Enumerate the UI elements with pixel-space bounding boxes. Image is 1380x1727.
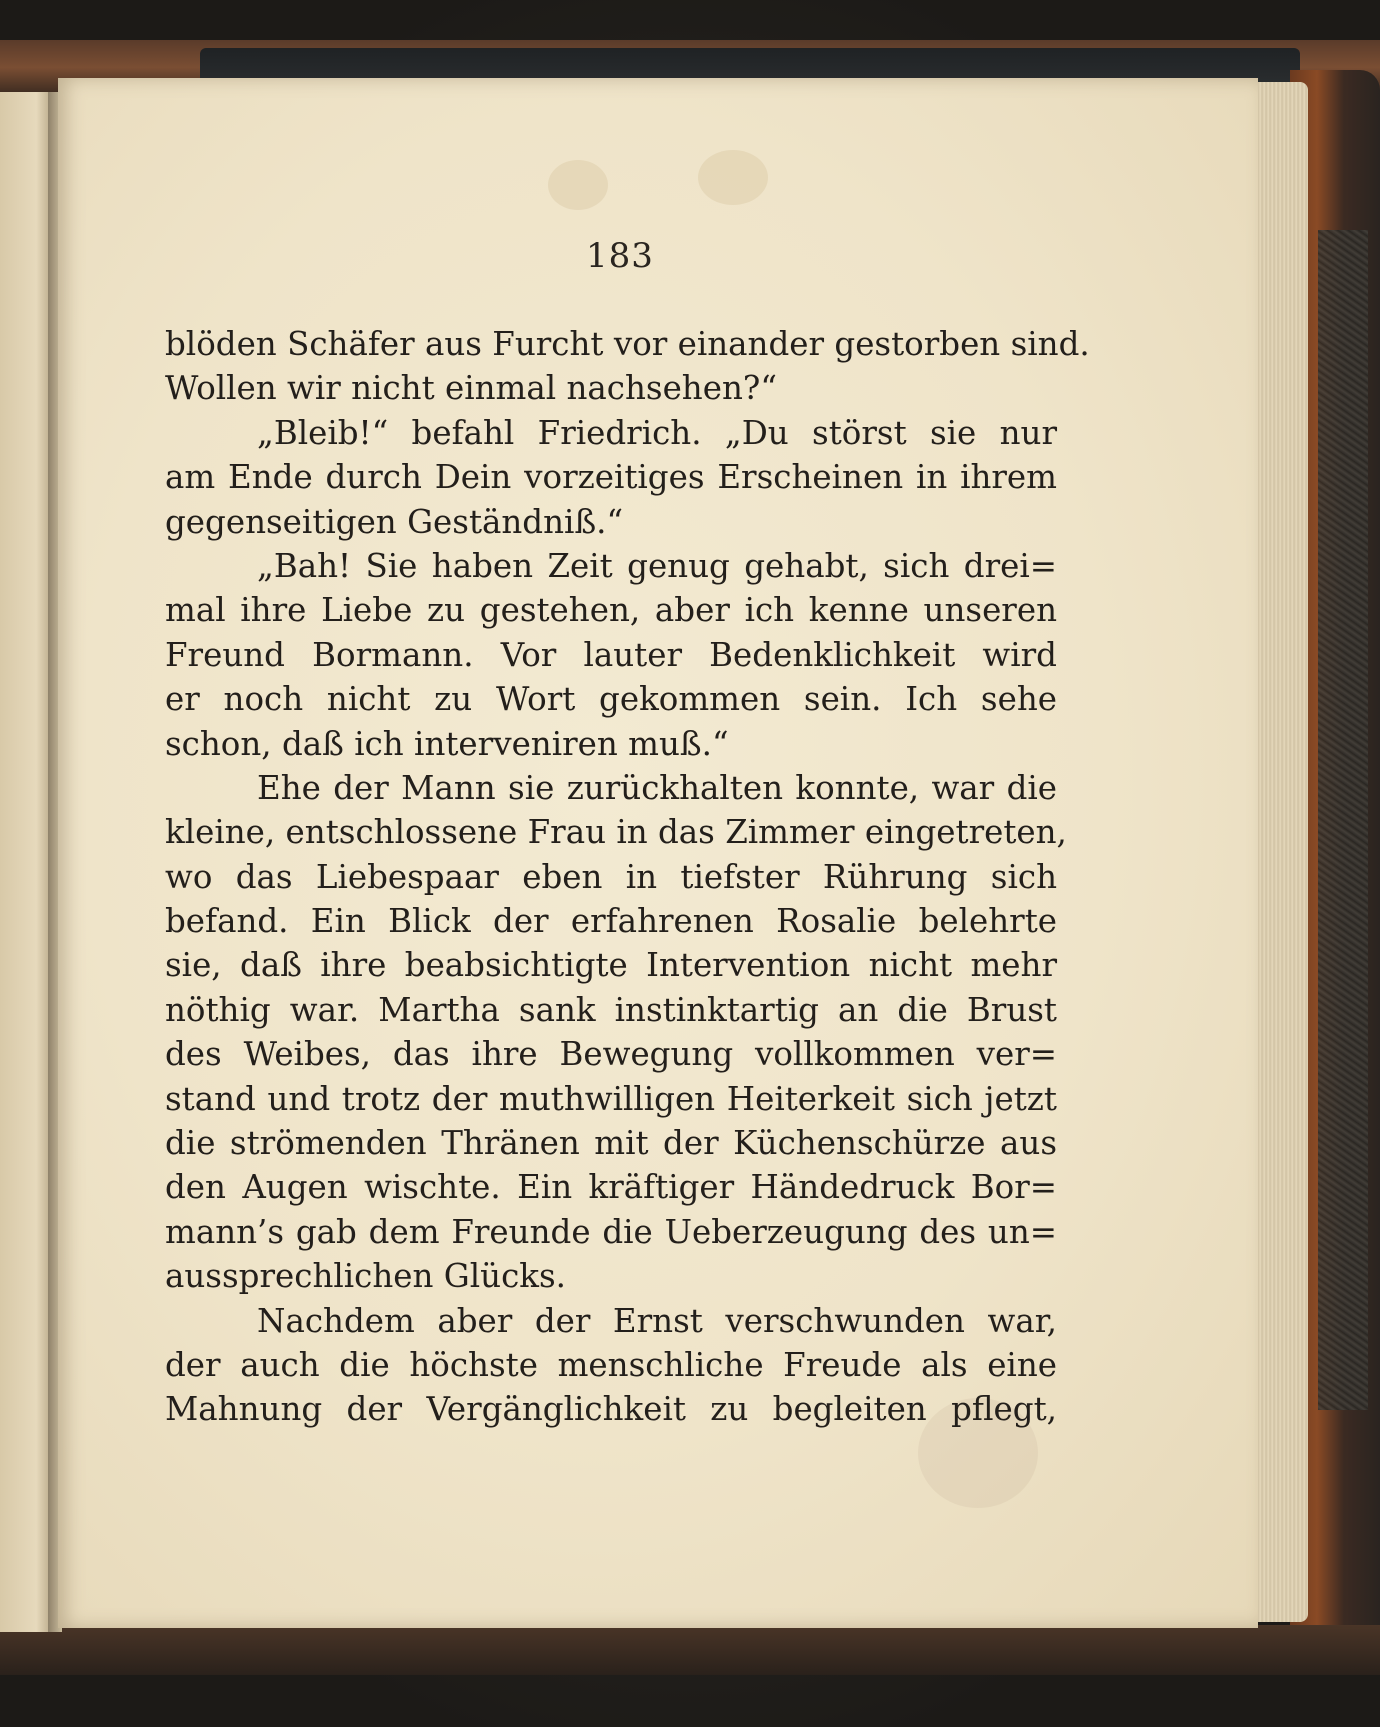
text-line: Wollen wir nicht einmal nachsehen?“ [165,369,777,408]
text-line: Freund Bormann. Vor lauter Bedenklichkeit wird [165,635,1057,674]
page-number: 183 [586,236,654,276]
text-line: kleine, entschlossene Frau in das Zimmer eingetreten, [165,813,1067,852]
text-line: des Weibes, das ihre Bewegung vollkommen ver= [165,1035,1057,1074]
paper-stain [698,150,768,205]
book-cover-bottom-edge [0,1625,1380,1675]
text-line: der auch die höchste menschliche Freude als eine [165,1345,1057,1384]
text-line: mal ihre Liebe zu gestehen, aber ich kenne unseren [165,591,1057,630]
text-line: gegenseitigen Geständniß.“ [165,502,624,541]
text-line: mann’s gab dem Freunde die Ueberzeugung des un= [165,1212,1057,1251]
marbled-cover-pattern [1318,230,1368,1410]
text-line: aussprechlichen Glücks. [165,1257,566,1296]
text-line: Nachdem aber der Ernst verschwunden war, [257,1301,1057,1340]
text-line: „Bah! Sie haben Zeit genug gehabt, sich drei= [257,546,1057,585]
text-line: er noch nicht zu Wort gekommen sein. Ich sehe [165,680,1057,719]
text-line: blöden Schäfer aus Furcht vor einander gestorben sind. [165,325,1090,363]
text-line: nöthig war. Martha sank instinktartig an die Brust [165,990,1057,1029]
text-line: stand und trotz der muthwilligen Heiterkeit sich jetzt [165,1079,1057,1118]
text-line: befand. Ein Blick der erfahrenen Rosalie belehrte [165,902,1057,941]
text-line: sie, daß ihre beabsichtigte Intervention nicht mehr [165,946,1057,985]
text-line: den Augen wischte. Ein kräftiger Händedruck Bor= [165,1168,1057,1207]
text-line: Mahnung der Vergänglichkeit zu begleiten pflegt, [165,1390,1057,1429]
paper-stain [548,160,608,210]
text-line: die strömenden Thränen mit der Küchenschürze aus [165,1124,1057,1163]
left-page-sliver [0,92,52,1632]
text-line: Ehe der Mann sie zurückhalten konnte, war die [257,768,1057,807]
text-line: schon, daß ich interveniren muß.“ [165,724,729,763]
text-line: wo das Liebespaar eben in tiefster Rührung sich [165,857,1057,896]
text-line: am Ende durch Dein vorzeitiges Erscheinen in ihrem [165,458,1057,497]
text-line: „Bleib!“ befahl Friedrich. „Du störst sie nur [257,413,1057,452]
body-text [165,322,1090,1432]
